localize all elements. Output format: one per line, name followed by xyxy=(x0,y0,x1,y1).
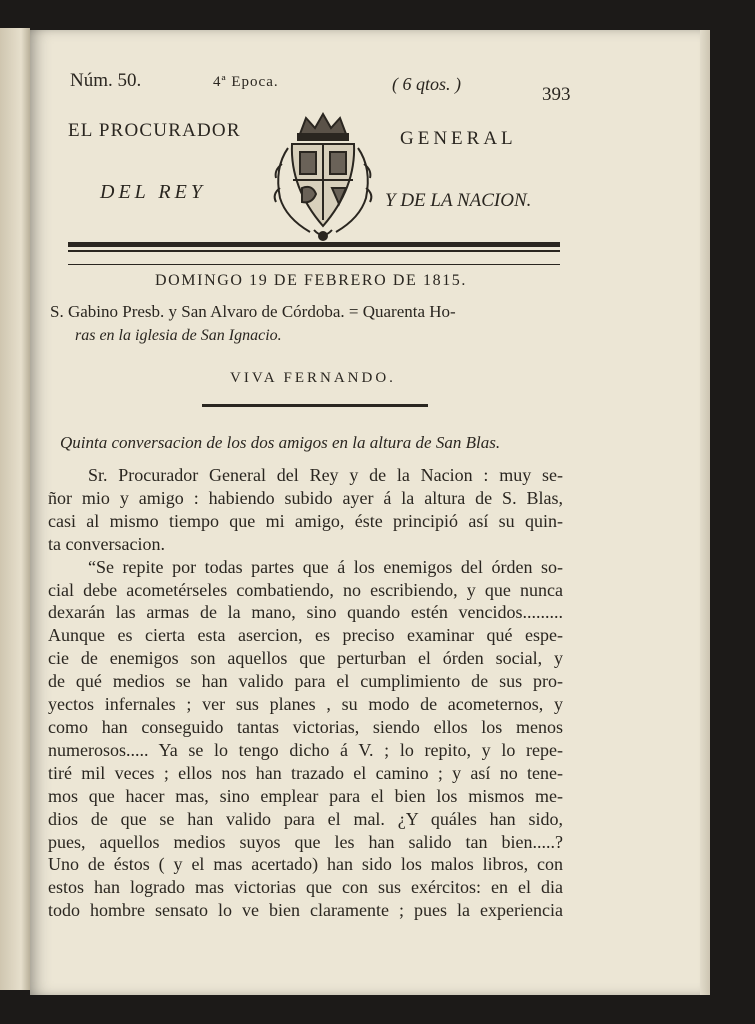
saints-line-2: ras en la iglesia de San Ignacio. xyxy=(75,327,282,344)
article-line: yectos infernales ; ver sus planes , su modo de acometernos, y xyxy=(48,694,563,715)
article-line: pues, aquellos medios suyos que les han salido tan bien.....? xyxy=(48,831,563,852)
article-line: todo hombre sensato lo ve bien claramente ; pues la experiencia xyxy=(48,900,563,921)
masthead-rule-thick xyxy=(68,242,560,247)
article-line: numerosos..... Ya se lo tengo dicho á V. ; lo repito, y lo repe- xyxy=(48,739,563,760)
article-line: casi al mismo tiempo que mi amigo, éste principió así su quin- xyxy=(48,510,563,531)
masthead-rule-hairline xyxy=(68,264,560,265)
title-part-3: DEL REY xyxy=(100,181,206,203)
article-line: Uno de éstos ( y el mas acertado) han sido los malos libros, con xyxy=(48,854,563,875)
issue-date: DOMINGO 19 DE FEBRERO DE 1815. xyxy=(155,272,467,289)
masthead-rule-thin xyxy=(68,250,560,252)
facing-page-edge xyxy=(0,28,30,990)
article-line: dexarán las armas de la mano, sino quando estén vencidos......... xyxy=(48,602,563,623)
article-line: estos han logrado mas victorias que con sus exércitos: en el dia xyxy=(48,877,563,898)
article-line: Sr. Procurador General del Rey y de la Nacion : muy se- xyxy=(88,465,563,485)
article-line: “Se repite por todas partes que á los enemigos del órden so- xyxy=(88,556,563,577)
article-heading: Quinta conversacion de los dos amigos en la altura de San Blas. xyxy=(60,433,501,452)
article-line: de qué medios se han valido para el cumplimiento de sus pro- xyxy=(48,671,563,692)
article-line: Aunque es cierta esta asercion, es preciso examinar qué espe- xyxy=(48,625,563,646)
article-line: como han conseguido tantas victorias, siendo ellos los menos xyxy=(48,716,563,737)
issue-number: Núm. 50. xyxy=(70,70,142,91)
title-part-4: Y DE LA NACION. xyxy=(385,190,532,211)
motto-rule xyxy=(202,404,428,407)
quantity-label: ( 6 qtos. ) xyxy=(392,74,461,94)
article-line: ta conversacion. xyxy=(48,533,165,554)
article-line: dios de que se han valido para el mal. ¿Y quáles han sido, xyxy=(48,808,563,829)
newspaper-page xyxy=(30,30,710,995)
page-number: 393 xyxy=(542,84,571,105)
title-part-2: GENERAL xyxy=(400,128,517,149)
article-line: cie de enemigos son aquellos que perturban el órden social, y xyxy=(48,648,563,669)
article-line: cial debe acometérseles combatiendo, no escribiendo, y que nunca xyxy=(48,579,563,600)
epoca-label: 4ª Epoca. xyxy=(213,74,279,90)
article-line: mos que hacer mas, sino emplear para el bien los mismos me- xyxy=(48,785,563,806)
saints-line-1: S. Gabino Presb. y San Alvaro de Córdoba. = Quarenta Ho- xyxy=(50,302,456,321)
article-line: tiré mil veces ; ellos nos han trazado el camino ; y así no tene- xyxy=(48,762,563,783)
page-edge xyxy=(700,30,710,995)
article-body xyxy=(48,464,563,922)
title-part-1: EL PROCURADOR xyxy=(68,120,241,141)
article-line: ñor mio y amigo : habiendo subido ayer á la altura de S. Blas, xyxy=(48,487,563,508)
royal-coat-of-arms-icon xyxy=(270,108,376,243)
motto: VIVA FERNANDO. xyxy=(230,370,396,386)
